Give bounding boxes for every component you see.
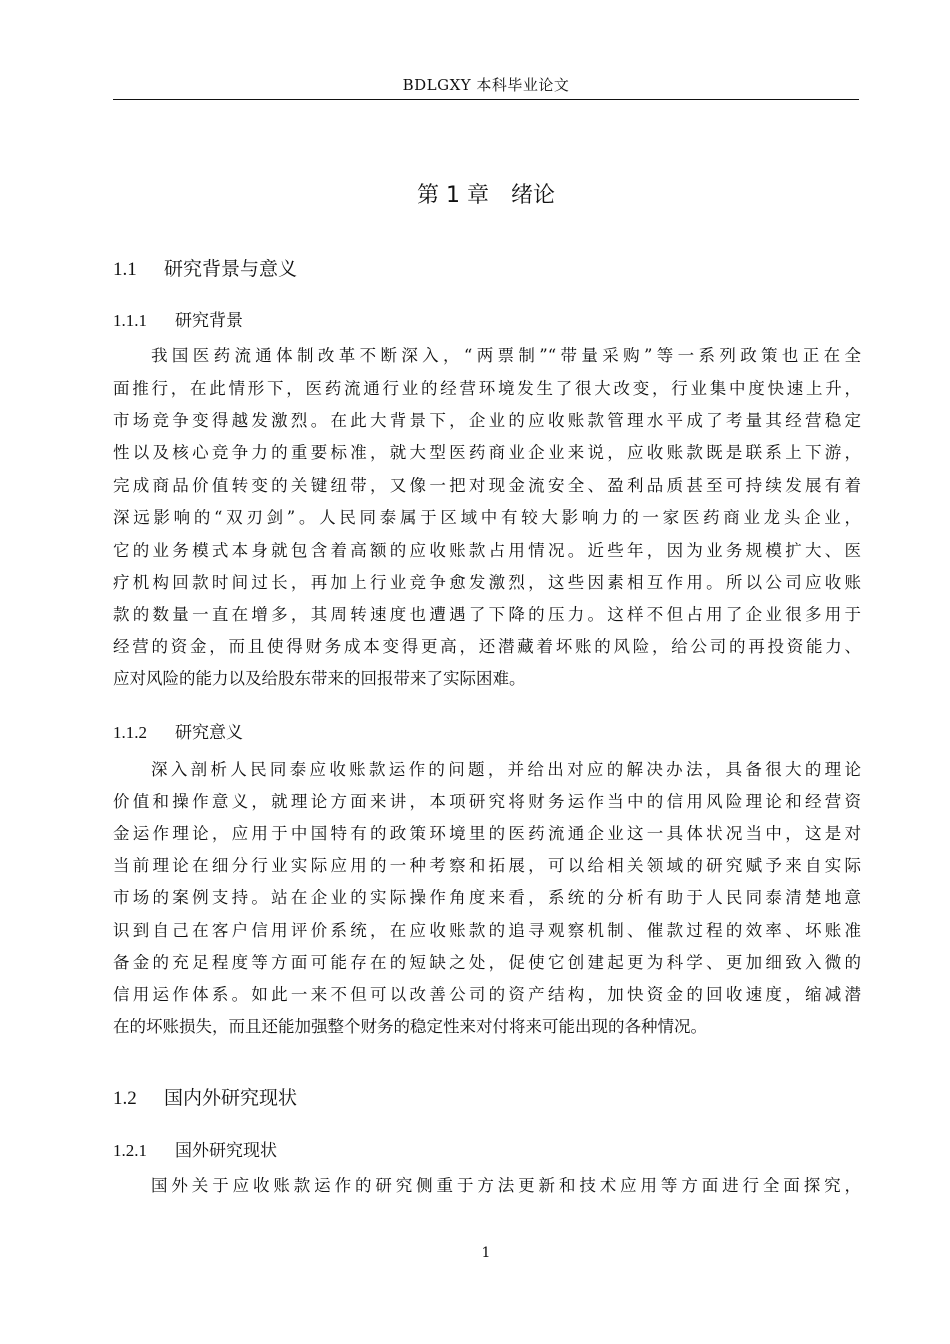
paragraph-line: 疗机构回款时间过长，再加上行业竞争愈发激烈，这些因素相互作用。所以公司应收账 [113, 573, 861, 592]
subsection-number: 1.1.1 [113, 311, 147, 330]
subsection-title: 国外研究现状 [175, 1141, 277, 1161]
subsection-heading-1-1-1 [113, 306, 243, 331]
paragraph-line: 我国医药流通体制改革不断深入，“两票制”“带量采购”等一系列政策也正在全 [151, 346, 861, 365]
chapter-number: 第 1 章 [417, 183, 489, 208]
paragraph-line: 识到自己在客户信用评价系统，在应收账款的追寻观察机制、催款过程的效率、坏账准 [113, 921, 861, 940]
subsection-title: 研究背景 [175, 311, 243, 331]
paragraph-line: 备金的充足程度等方面可能存在的短缺之处，促使它创建起更为科学、更加细致入微的 [113, 953, 861, 972]
paragraph-line: 当前理论在细分行业实际应用的一种考察和拓展，可以给相关领域的研究赋予来自实际 [113, 856, 861, 875]
section-title: 研究背景与意义 [164, 258, 298, 280]
paragraph-line: 市场的案例支持。站在企业的实际操作角度来看，系统的分析有助于人民同泰清楚地意 [113, 888, 861, 907]
paragraph-line: 价值和操作意义，就理论方面来讲，本项研究将财务运作当中的信用风险理论和经营资 [113, 792, 861, 811]
chapter-title [113, 178, 859, 209]
paragraph-line: 信用运作体系。如此一来不但可以改善公司的资产结构，加快资金的回收速度，缩减潜 [113, 985, 861, 1004]
subsection-number: 1.1.2 [113, 723, 147, 742]
paragraph-line: 深入剖析人民同泰应收账款运作的问题，并给出对应的解决办法，具备很大的理论 [151, 760, 861, 779]
header-rule [113, 99, 859, 100]
section-heading-1-1 [113, 254, 297, 281]
paragraph-line: 性以及核心竞争力的重要标准，就大型医药商业企业来说，应收账款既是联系上下游， [113, 443, 861, 462]
paragraph-line: 在的坏账损失，而且还能加强整个财务的稳定性来对付将来可能出现的各种情况。 [113, 1017, 707, 1036]
subsection-number: 1.2.1 [113, 1141, 147, 1160]
paragraph-line: 市场竞争变得越发激烈。在此大背景下，企业的应收账款管理水平成了考量其经营稳定 [113, 411, 861, 430]
paragraph-line: 它的业务模式本身就包含着高额的应收账款占用情况。近些年，因为业务规模扩大、医 [113, 541, 861, 560]
subsection-heading-1-2-1 [113, 1136, 277, 1161]
chapter-name: 绪论 [510, 183, 555, 208]
paragraph-line: 应对风险的能力以及给股东带来的回报带来了实际困难。 [113, 669, 526, 688]
paragraph-line: 面推行，在此情形下，医药流通行业的经营环境发生了很大改变，行业集中度快速上升， [113, 379, 861, 398]
section-heading-1-2 [113, 1083, 297, 1110]
paragraph-line: 经营的资金，而且使得财务成本变得更高，还潜藏着坏账的风险，给公司的再投资能力、 [113, 637, 861, 656]
page-number: 1 [481, 1245, 491, 1261]
paragraph-line: 金运作理论，应用于中国特有的政策环境里的医药流通企业这一具体状况当中，这是对 [113, 824, 861, 843]
running-header: BDLGXY 本科毕业论文 [402, 76, 570, 94]
subsection-title: 研究意义 [175, 723, 243, 743]
paragraph-line: 款的数量一直在增多，其周转速度也遭遇了下降的压力。这样不但占用了企业很多用于 [113, 605, 861, 624]
subsection-heading-1-1-2 [113, 718, 243, 743]
paragraph-line: 国外关于应收账款运作的研究侧重于方法更新和技术应用等方面进行全面探究， [151, 1176, 861, 1195]
section-number: 1.2 [113, 1088, 137, 1109]
section-number: 1.1 [113, 259, 137, 280]
paragraph-line: 完成商品价值转变的关键纽带，又像一把对现金流安全、盈利品质甚至可持续发展有着 [113, 476, 861, 495]
paragraph-line: 深远影响的“双刃剑”。人民同泰属于区域中有较大影响力的一家医药商业龙头企业， [113, 508, 861, 527]
section-title: 国内外研究现状 [164, 1087, 298, 1109]
